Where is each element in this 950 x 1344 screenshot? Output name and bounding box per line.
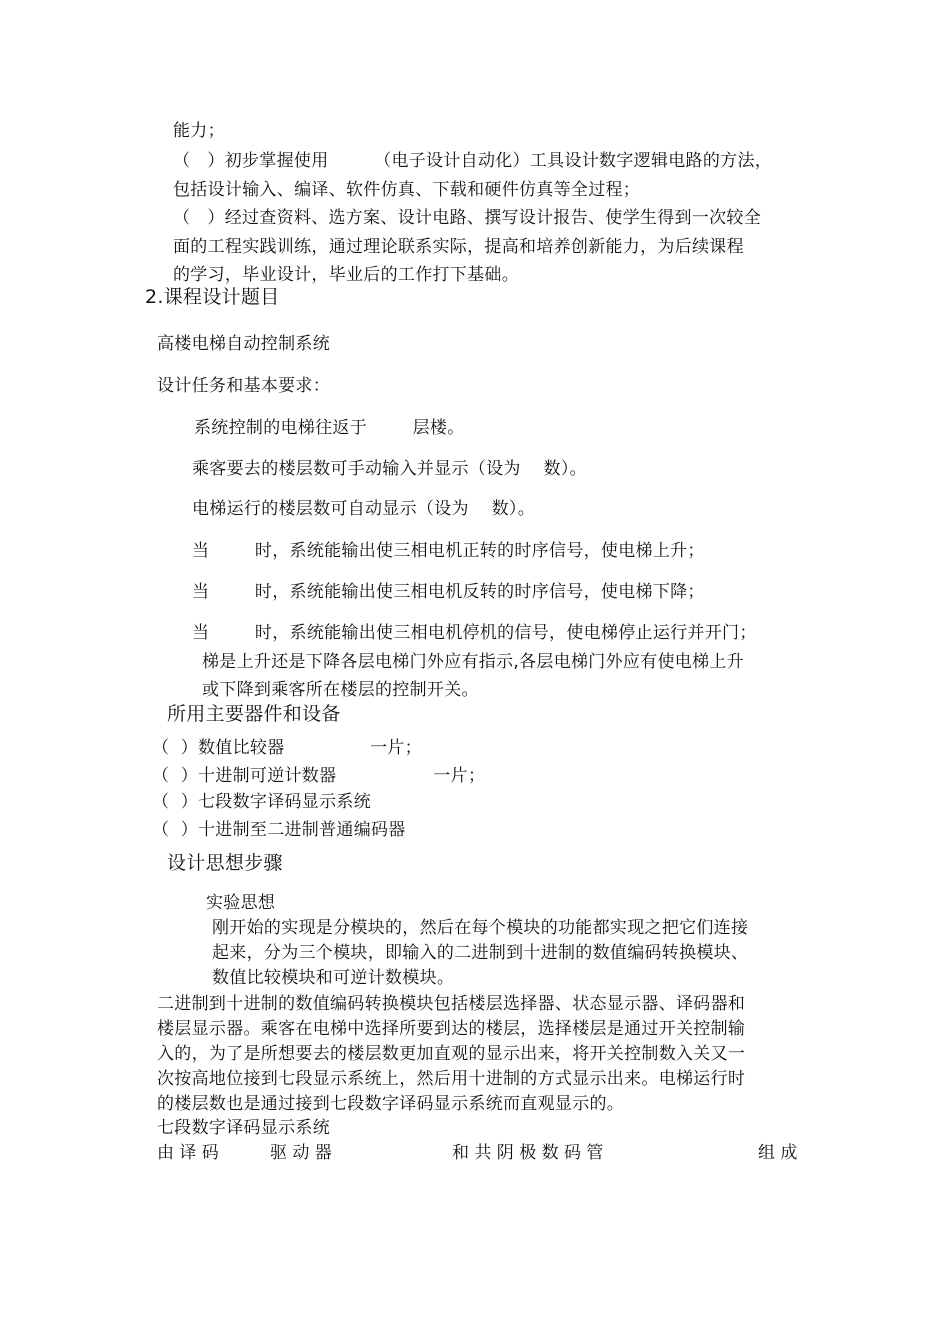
requirement-item: 系统控制的电梯往返于 层楼。 (194, 418, 465, 438)
objective-line: 包括设计输入、编译、软件仿真、下载和硬件仿真等全过程； (173, 180, 641, 200)
objective-line: 面的工程实践训练，通过理论联系实际，提高和培养创新能力，为后续课程 (173, 237, 744, 257)
composition-part: 组 成 (758, 1143, 798, 1163)
component-item: （ ）十进制至二进制普通编码器 (152, 820, 406, 840)
design-paragraph-line: 二进制到十进制的数值编码转换模块包括楼层选择器、状态显示器、译码器和 (157, 994, 746, 1014)
component-item: （ ）七段数字译码显示系统 (152, 792, 372, 812)
requirement-item: 当 时，系统能输出使三相电机正转的时序信号，使电梯上升； (192, 541, 705, 561)
composition-part: 和 共 阴 极 数 码 管 (452, 1143, 604, 1163)
requirement-item: 当 时，系统能输出使三相电机反转的时序信号，使电梯下降； (192, 582, 705, 602)
design-heading: 设计思想步骤 (167, 852, 283, 874)
objective-line: （ ）初步掌握使用 （电子设计自动化）工具设计数字逻辑电路的方法， (173, 151, 773, 171)
component-item: （ ）十进制可逆计数器 一片； (152, 766, 486, 786)
design-idea-line: 起来，分为三个模块，即输入的二进制到十进制的数值编码转换模块、 (212, 943, 749, 963)
design-idea-line: 数值比较模块和可逆计数模块。 (212, 968, 455, 988)
requirement-item: 当 时，系统能输出使三相电机停机的信号，使电梯停止运行并开门； (192, 623, 757, 643)
requirement-item: 乘客要去的楼层数可手动输入并显示（设为 数）。 (192, 459, 587, 479)
design-sub-heading: 实验思想 (206, 893, 276, 913)
requirements-title: 设计任务和基本要求： (157, 376, 330, 396)
requirement-continuation: 梯是上升还是下降各层电梯门外应有指示,各层电梯门外应有使电梯上升 (202, 652, 745, 672)
design-paragraph-line: 次按高地位接到七段显示系统上，然后用十进制的方式显示出来。电梯运行时 (157, 1069, 746, 1089)
topic-title: 高楼电梯自动控制系统 (157, 334, 330, 354)
design-paragraph-line: 的楼层数也是通过接到七段数字译码显示系统而直观显示的。 (157, 1094, 625, 1114)
requirement-continuation: 或下降到乘客所在楼层的控制开关。 (202, 680, 479, 700)
section-heading: 2.课程设计题目 (145, 286, 280, 308)
objective-line: 的学习，毕业设计，毕业后的工作打下基础。 (173, 265, 519, 285)
composition-part: 由 译 码 (157, 1143, 219, 1163)
design-paragraph-line: 楼层显示器。乘客在电梯中选择所要到达的楼层，选择楼层是通过开关控制输 (157, 1019, 746, 1039)
objective-line: 能力； (173, 121, 225, 141)
composition-part: 驱 动 器 (270, 1143, 332, 1163)
design-paragraph-line: 入的，为了是所想要去的楼层数更加直观的显示出来，将开关控制数入关又一 (157, 1044, 746, 1064)
requirement-item: 电梯运行的楼层数可自动显示（设为 数）。 (192, 499, 536, 519)
components-heading: 所用主要器件和设备 (167, 703, 341, 725)
objective-line: （ ）经过查资料、选方案、设计电路、撰写设计报告、使学生得到一次较全 (173, 208, 762, 228)
seven-seg-title: 七段数字译码显示系统 (157, 1118, 330, 1138)
component-item: （ ）数值比较器 一片； (152, 738, 422, 758)
design-idea-line: 刚开始的实现是分模块的，然后在每个模块的功能都实现之把它们连接 (212, 918, 749, 938)
